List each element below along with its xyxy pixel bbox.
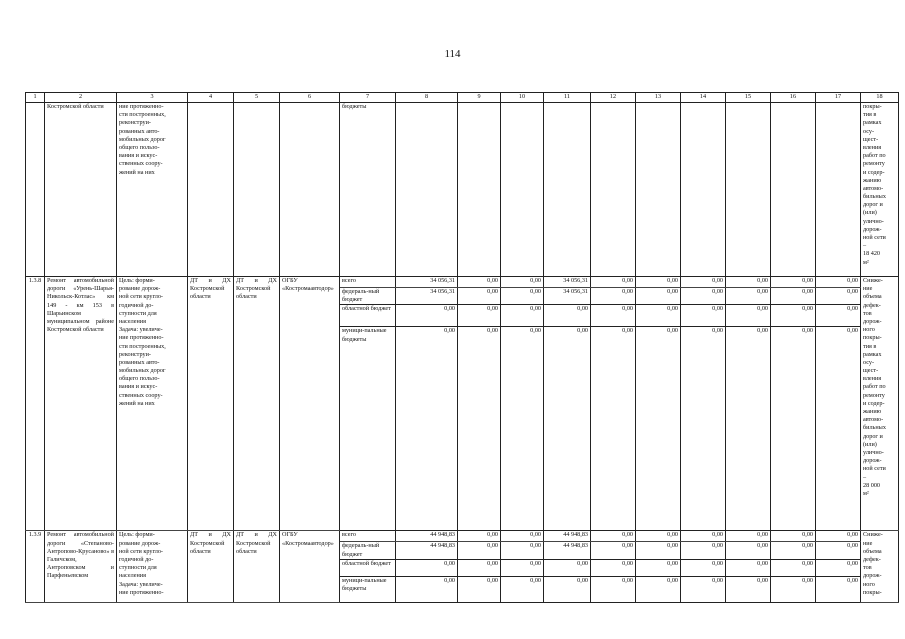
- amount-cell: 0,00: [726, 576, 771, 602]
- customer-cell: ДТ и ДХ Костромской области: [188, 277, 234, 531]
- result-cell-line: –: [863, 242, 867, 250]
- goal-cell-line: рованных авто-: [119, 127, 160, 135]
- result-cell-line: тов: [863, 564, 872, 572]
- result-cell-line: жанию: [863, 408, 882, 415]
- goal-cell-line: Цель: форми-: [119, 531, 155, 539]
- result-cell-line: ного: [863, 326, 875, 334]
- amount-cell: 0,00: [636, 277, 681, 288]
- funding-source-cell: федераль-ный бюджет: [340, 542, 396, 559]
- amount-cell: 0,00: [726, 531, 771, 542]
- result-cell: [861, 103, 899, 277]
- amount-cell: 0,00: [501, 531, 544, 542]
- amount-cell: 0,00: [816, 277, 861, 288]
- row-number-cell: [26, 103, 45, 277]
- amount-cell: 0,00: [771, 576, 816, 602]
- amount-cell: 34 056,31: [396, 288, 458, 305]
- funding-source-cell: федераль-ный бюджет: [340, 288, 396, 305]
- amount-cell: 0,00: [771, 305, 816, 327]
- goal-cell-line: ственных соору-: [119, 391, 163, 399]
- result-cell-line: улично-: [863, 448, 884, 456]
- result-cell-line: дорог и: [863, 201, 883, 209]
- amount-cell: 0,00: [396, 305, 458, 327]
- amount-cell: [591, 103, 636, 277]
- customer-cell: [188, 103, 234, 277]
- goal-cell-line: Цель: форми-: [119, 277, 155, 284]
- funding-source-cell: бюджеты: [340, 103, 396, 277]
- column-header: 7: [340, 93, 396, 103]
- carry-over-row: [26, 103, 899, 277]
- object-row: [26, 277, 899, 288]
- amount-cell: 0,00: [771, 288, 816, 305]
- goal-cell-line: общего пользо-: [119, 375, 160, 383]
- result-cell-line: дорог и: [863, 432, 883, 440]
- goal-cell-line: ступности для: [119, 564, 157, 572]
- amount-cell: 0,00: [501, 305, 544, 327]
- result-cell-line: ние: [863, 285, 873, 293]
- result-cell-line: ние: [863, 539, 873, 547]
- result-cell-line: дорож-: [863, 572, 882, 580]
- amount-cell: 0,00: [681, 288, 726, 305]
- amount-cell: 0,00: [458, 576, 501, 602]
- column-header: 1: [26, 93, 45, 103]
- goal-cell-line: вания и искус-: [119, 383, 158, 391]
- column-header: 3: [117, 93, 188, 103]
- amount-cell: 0,00: [501, 327, 544, 531]
- result-cell-line: рамках: [863, 350, 882, 358]
- amount-cell: 0,00: [458, 277, 501, 288]
- goal-cell-line: Задача: увеличе-: [119, 326, 163, 334]
- goal-cell-line: вания и искус-: [119, 152, 158, 160]
- result-cell-line: объема: [863, 547, 882, 555]
- amount-cell: 0,00: [636, 559, 681, 576]
- customer-cell: ДТ и ДХ Костромской области: [188, 531, 234, 602]
- amount-cell: 0,00: [771, 277, 816, 288]
- amount-cell: 0,00: [636, 305, 681, 327]
- result-cell-line: бильных: [863, 193, 886, 201]
- amount-cell: 34 056,31: [544, 288, 591, 305]
- executor-cell: [280, 103, 340, 277]
- result-cell-line: Сниже-: [863, 531, 883, 539]
- amount-cell: 0,00: [681, 327, 726, 531]
- amount-cell: 34 056,31: [544, 277, 591, 288]
- amount-cell: 44 948,83: [396, 542, 458, 559]
- amount-cell: 0,00: [544, 305, 591, 327]
- result-cell-line: и содер-: [863, 399, 885, 407]
- object-row: [26, 531, 899, 542]
- result-cell-line: покры-: [863, 103, 882, 110]
- goal-cell-line: жений на них: [119, 168, 155, 176]
- amount-cell: 0,00: [681, 559, 726, 576]
- goal-cell-line: мобильных дорог: [119, 367, 166, 375]
- result-cell-line: (или): [863, 440, 877, 448]
- result-cell-line: жанию: [863, 176, 882, 184]
- amount-cell: 0,00: [771, 327, 816, 531]
- goal-cell-line: рованных авто-: [119, 358, 160, 366]
- result-cell-line: тов: [863, 309, 872, 317]
- object-name-cell: Ремонт автомобильной дороги «Степаново-Антропово-Крусаново» в Галичском, Антроповском и Парфеньевском: [45, 531, 117, 602]
- goal-cell-line: ственных соору-: [119, 160, 163, 168]
- amount-cell: 0,00: [458, 531, 501, 542]
- row-number-cell: 1.3.9: [26, 531, 45, 602]
- amount-cell: 0,00: [501, 542, 544, 559]
- funding-source-cell: всего: [340, 277, 396, 288]
- amount-cell: 0,00: [544, 559, 591, 576]
- amount-cell: 0,00: [726, 288, 771, 305]
- goal-cell-line: сти построенных,: [119, 111, 166, 119]
- amount-cell: 0,00: [458, 559, 501, 576]
- amount-cell: 0,00: [544, 576, 591, 602]
- result-cell-line: дорож-: [863, 457, 882, 465]
- result-cell-line: дефек-: [863, 301, 881, 309]
- amount-cell: 0,00: [544, 327, 591, 531]
- goal-cell-line: ступности для: [119, 309, 157, 317]
- page-number: 114: [444, 48, 461, 60]
- amount-cell: 0,00: [591, 542, 636, 559]
- result-cell-line: щест-: [863, 367, 879, 375]
- column-number-row: [26, 93, 899, 103]
- amount-cell: 44 948,83: [396, 531, 458, 542]
- result-cell-line: ного: [863, 580, 875, 588]
- column-header: 10: [501, 93, 544, 103]
- result-cell-line: осу-: [863, 127, 875, 135]
- amount-cell: 0,00: [726, 327, 771, 531]
- amount-cell: 0,00: [816, 288, 861, 305]
- column-header: 17: [816, 93, 861, 103]
- amount-cell: 0,00: [681, 576, 726, 602]
- amount-cell: 0,00: [396, 576, 458, 602]
- object-name-cell: Ремонт автомобильной дороги «Урень-Шарья-Никольск-Котлас» км 149 - км 153 в Шарьинском муниципальном районе Костромской области: [45, 277, 117, 531]
- amount-cell: [636, 103, 681, 277]
- column-header: 14: [681, 93, 726, 103]
- amount-cell: 34 056,31: [396, 277, 458, 288]
- goal-cell-line: ние протяженно-: [119, 103, 164, 110]
- amount-cell: 0,00: [501, 559, 544, 576]
- goal-cell-line: ние протяженно-: [119, 588, 164, 596]
- result-cell-line: дефек-: [863, 555, 881, 563]
- amount-cell: 0,00: [816, 542, 861, 559]
- goal-cell-line: мобильных дорог: [119, 135, 166, 143]
- amount-cell: 0,00: [636, 288, 681, 305]
- result-cell-line: рамках: [863, 119, 882, 127]
- funding-source-cell: областной бюджет: [340, 305, 396, 327]
- column-header: 6: [280, 93, 340, 103]
- amount-cell: 0,00: [396, 327, 458, 531]
- amount-cell: 0,00: [636, 531, 681, 542]
- amount-cell: 0,00: [591, 327, 636, 531]
- result-cell-line: м²: [863, 489, 869, 497]
- result-cell-line: щест-: [863, 135, 879, 143]
- column-header: 11: [544, 93, 591, 103]
- result-cell-line: осу-: [863, 358, 875, 366]
- amount-cell: 0,00: [458, 305, 501, 327]
- result-cell-line: тия в: [863, 111, 877, 119]
- amount-cell: [396, 103, 458, 277]
- coordinator-cell: ДТ и ДХ Костромской области: [234, 531, 280, 602]
- amount-cell: 0,00: [591, 288, 636, 305]
- funding-source-cell: областной бюджет: [340, 559, 396, 576]
- coordinator-cell: ДТ и ДХ Костромской области: [234, 277, 280, 531]
- amount-cell: 0,00: [771, 542, 816, 559]
- program-table: [25, 92, 899, 603]
- result-cell-line: работ по: [863, 152, 886, 160]
- goal-cell-line: годичной до-: [119, 301, 154, 309]
- amount-cell: 0,00: [681, 531, 726, 542]
- result-cell: [861, 531, 899, 602]
- result-cell-line: (или): [863, 209, 877, 217]
- amount-cell: 0,00: [816, 531, 861, 542]
- result-cell-line: ремонту: [863, 391, 885, 399]
- result-cell-line: автомо-: [863, 416, 884, 424]
- goal-cell-line: годичной до-: [119, 555, 154, 563]
- amount-cell: 44 948,83: [544, 531, 591, 542]
- result-cell-line: вления: [863, 143, 882, 151]
- column-header: 18: [861, 93, 899, 103]
- result-cell-line: бильных: [863, 424, 886, 432]
- goal-cell-line: жений на них: [119, 399, 155, 407]
- result-cell: [861, 277, 899, 531]
- amount-cell: 0,00: [501, 288, 544, 305]
- result-cell-line: покры-: [863, 334, 882, 342]
- amount-cell: [501, 103, 544, 277]
- result-cell-line: ремонту: [863, 160, 885, 168]
- column-header: 5: [234, 93, 280, 103]
- amount-cell: 0,00: [816, 327, 861, 531]
- result-cell-line: улично-: [863, 217, 884, 225]
- amount-cell: 0,00: [591, 576, 636, 602]
- executor-cell: ОГБУ «Костромаавтодор»: [280, 277, 340, 531]
- amount-cell: 0,00: [726, 277, 771, 288]
- row-number-cell: 1.3.8: [26, 277, 45, 531]
- amount-cell: 0,00: [591, 305, 636, 327]
- goal-cell-line: сти построенных,: [119, 342, 166, 350]
- object-name-cell: Костромской области: [45, 103, 117, 277]
- goal-cell-line: реконструи-: [119, 350, 151, 358]
- executor-cell: ОГБУ «Костромаавтодор»: [280, 531, 340, 602]
- amount-cell: 0,00: [591, 277, 636, 288]
- result-cell-line: автомо-: [863, 184, 884, 192]
- amount-cell: 0,00: [591, 559, 636, 576]
- amount-cell: 0,00: [636, 576, 681, 602]
- amount-cell: 0,00: [681, 305, 726, 327]
- goal-cell: [117, 531, 188, 602]
- funding-source-cell: всего: [340, 531, 396, 542]
- goal-cell-line: ной сети кругло-: [119, 547, 163, 555]
- amount-cell: 0,00: [816, 305, 861, 327]
- amount-cell: 0,00: [396, 559, 458, 576]
- amount-cell: 0,00: [681, 277, 726, 288]
- result-cell-line: 28 000: [863, 481, 881, 489]
- result-cell-line: объема: [863, 293, 882, 301]
- amount-cell: 0,00: [816, 559, 861, 576]
- coordinator-cell: [234, 103, 280, 277]
- result-cell-line: вления: [863, 375, 882, 383]
- amount-cell: 0,00: [458, 542, 501, 559]
- goal-cell-line: рование дорож-: [119, 285, 161, 293]
- amount-cell: 0,00: [501, 576, 544, 602]
- goal-cell-line: ной сети кругло-: [119, 293, 163, 301]
- goal-cell-line: населения: [119, 572, 146, 580]
- amount-cell: 0,00: [636, 327, 681, 531]
- result-cell-line: ной сети: [863, 234, 886, 241]
- column-header: 4: [188, 93, 234, 103]
- amount-cell: 0,00: [771, 559, 816, 576]
- amount-cell: 0,00: [726, 305, 771, 327]
- amount-cell: [771, 103, 816, 277]
- amount-cell: [458, 103, 501, 277]
- column-header: 9: [458, 93, 501, 103]
- column-header: 8: [396, 93, 458, 103]
- result-cell-line: дорож-: [863, 225, 882, 233]
- result-cell-line: и содер-: [863, 168, 885, 176]
- goal-cell-line: рование дорож-: [119, 539, 161, 547]
- amount-cell: 0,00: [458, 327, 501, 531]
- result-cell-line: м²: [863, 258, 869, 266]
- amount-cell: 0,00: [726, 559, 771, 576]
- result-cell-line: тия в: [863, 342, 877, 350]
- result-cell-line: покры-: [863, 588, 882, 596]
- amount-cell: 0,00: [591, 531, 636, 542]
- amount-cell: [544, 103, 591, 277]
- column-header: 13: [636, 93, 681, 103]
- column-header: 12: [591, 93, 636, 103]
- result-cell-line: 18 420: [863, 250, 881, 258]
- amount-cell: 44 948,83: [544, 542, 591, 559]
- amount-cell: 0,00: [501, 277, 544, 288]
- goal-cell-line: населения: [119, 317, 146, 325]
- goal-cell: [117, 277, 188, 531]
- amount-cell: 0,00: [816, 576, 861, 602]
- amount-cell: [726, 103, 771, 277]
- goal-cell-line: общего пользо-: [119, 143, 160, 151]
- amount-cell: 0,00: [771, 531, 816, 542]
- funding-source-cell: муници-пальные бюджеты: [340, 576, 396, 602]
- result-cell-line: дорож-: [863, 317, 882, 325]
- amount-cell: [816, 103, 861, 277]
- amount-cell: 0,00: [726, 542, 771, 559]
- result-cell-line: ной сети: [863, 465, 886, 473]
- column-header: 15: [726, 93, 771, 103]
- goal-cell-line: реконструи-: [119, 119, 151, 127]
- funding-source-cell: муници-пальные бюджеты: [340, 327, 396, 531]
- result-cell-line: –: [863, 473, 867, 481]
- column-header: 2: [45, 93, 117, 103]
- amount-cell: 0,00: [458, 288, 501, 305]
- result-cell-line: работ по: [863, 383, 886, 391]
- amount-cell: [681, 103, 726, 277]
- amount-cell: 0,00: [636, 542, 681, 559]
- amount-cell: 0,00: [681, 542, 726, 559]
- goal-cell: [117, 103, 188, 277]
- column-header: 16: [771, 93, 816, 103]
- goal-cell-line: ние протяженно-: [119, 334, 164, 342]
- result-cell-line: Сниже-: [863, 277, 883, 284]
- goal-cell-line: Задача: увеличе-: [119, 580, 163, 588]
